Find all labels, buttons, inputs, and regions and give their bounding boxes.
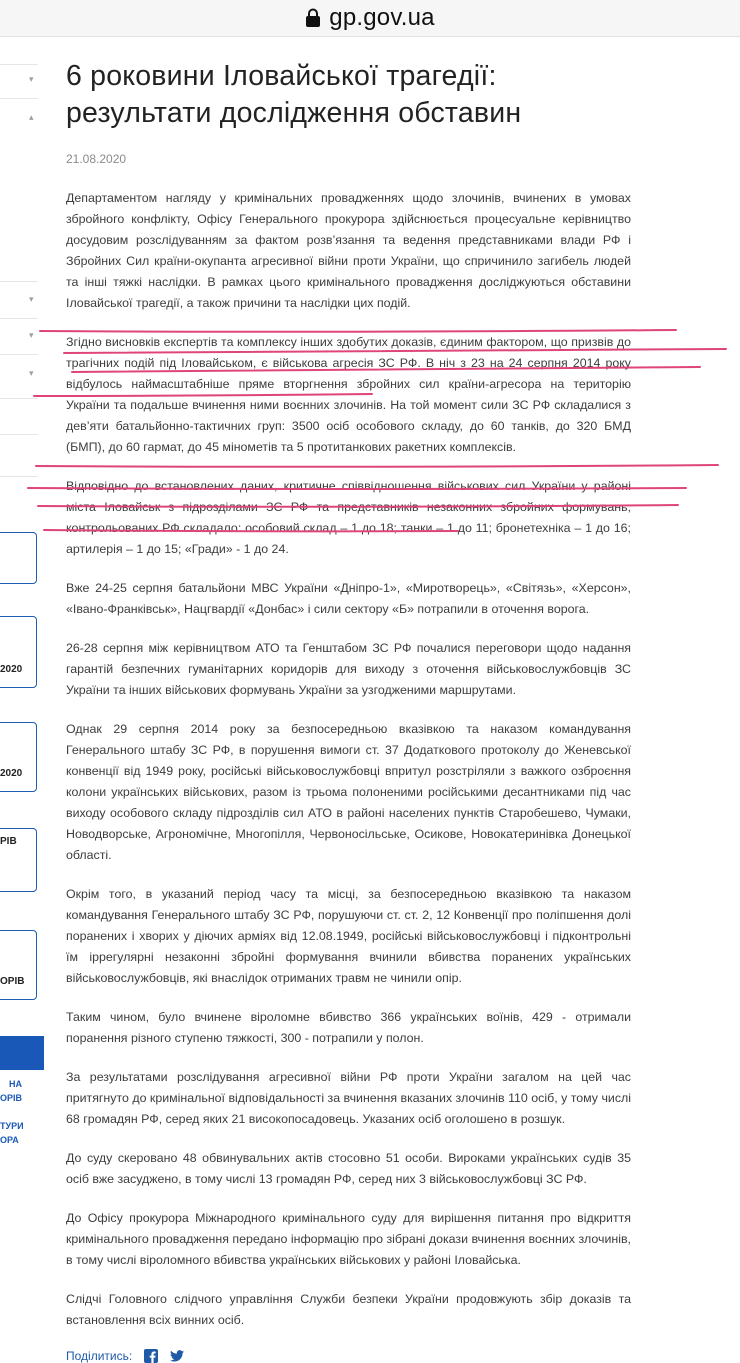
sidebar-divider xyxy=(0,318,38,319)
sidebar-news-card[interactable] xyxy=(0,616,37,688)
twitter-icon[interactable] xyxy=(170,1349,184,1363)
article-paragraph: До суду скеровано 48 обвинувальних актів стосовно 51 особи. Вироками українських судів 35 осіб вже засуджено, в тому числі 13 громадян РФ, серед них 3 військовослужбовці ЗС РФ. xyxy=(66,1151,631,1186)
article-date: 21.08.2020 xyxy=(66,152,127,166)
sidebar-card-date: 2020 xyxy=(0,664,23,675)
article-title: 6 роковини Іловайської трагедії: результати дослідження обставин xyxy=(66,60,522,129)
article-paragraph: Департаментом нагляду у кримінальних провадженнях щодо злочинів, вчинених в умовах збройного конфлікту, Офісу Генерального прокурора здійснюється процесуальне керівництво досудовим розслідуванням за фактом розв’язання та ведення представниками влади РФ і Збройних Сил країни-окупанта агресивної війни проти України, що спричинило загибель людей та інші тяжкі наслідки. В рамках цього кримінального провадження досліджуються обставини Іловайської трагедії, а також причини та наслідки цих подій. xyxy=(66,191,631,310)
sidebar-card-date: 2020 xyxy=(0,768,23,779)
article-paragraph: Окрім того, в указаний період часу та місці, за безпосередньою вказівкою та наказом командування Генерального штабу ЗС РФ, порушуючи ст. ст. 2, 12 Конвенції про поліпшення долі поранених і хворих у діючих арміях від 12.08.1949, російські військовослужбовці і підконтрольні їм іррегулярні незаконні збройні формування вчинили вбивства поранених українських військовослужбовців, які внаслідок отриманих травм не чинили опір. xyxy=(66,887,631,985)
article-paragraph: Вже 24-25 серпня батальйони МВС України «Дніпро-1», «Миротворець», «Світязь», «Херсон», «Івано-Франківськ», Нацгвардії «Донбас» і сили сектору «Б» потрапили в оточення ворога. xyxy=(66,581,631,616)
sidebar-link[interactable]: ОРІВ xyxy=(0,1093,23,1103)
sidebar-blue-banner[interactable] xyxy=(0,1036,44,1070)
article-paragraph: Слідчі Головного слідчого управління Служби безпеки України продовжують збір доказів та встановлення всіх винних осіб. xyxy=(66,1292,631,1327)
sidebar-divider xyxy=(0,354,38,355)
browser-address-bar[interactable] xyxy=(0,0,740,37)
article-paragraph: Згідно висновків експертів та комплексу інших здобутих доказів, єдиним фактором, що призвів до трагічних подій під Іловайськом, є військова агресія ЗС РФ. В ніч з 23 на 24 серпня 2014 року відбулось наймасштабніше пряме вторгнення збройних сил країни-агресора на територію України та подальше вчинення ними воєнних злочинів. На той момент сили ЗС РФ складалися з дев’яти батальйонно-тактичних груп: 3500 осіб особового складу, до 60 танків, до 320 БМД (БМП), до 60 гармат, до 45 мінометів та 5 протитанкових ракетних комплексів. xyxy=(66,335,631,454)
sidebar-divider xyxy=(0,281,38,282)
article-paragraph: 26-28 серпня між керівництвом АТО та Генштабом ЗС РФ почалися переговори щодо надання гарантій безпечних гуманітарних коридорів для виходу з оточення військовослужбовців ЗС України та інших військових формувань України за узгодженими маршрутами. xyxy=(66,641,631,697)
sidebar-news-card[interactable] xyxy=(0,930,37,1000)
lock-icon xyxy=(305,8,321,28)
article-paragraph: Відповідно до встановлених даних, критичне співвідношення військових сил України у районі міста Іловайськ з підрозділами ЗС РФ та представників незаконних збройних формувань, контрольованих РФ складало: особовий склад – 1 до 18; танки – 1 до 11; бронетехніка – 1 до 16; артилерія – 1 до 15; «Гради» - 1 до 24. xyxy=(66,479,631,556)
chevron-up-icon[interactable]: ▴ xyxy=(29,112,34,122)
url-text: gp.gov.ua xyxy=(329,4,435,31)
sidebar-news-card[interactable] xyxy=(0,722,37,792)
chevron-down-icon[interactable]: ▾ xyxy=(29,294,34,304)
left-sidebar xyxy=(0,36,44,1280)
sidebar-link[interactable]: НА xyxy=(9,1079,22,1089)
chevron-down-icon[interactable]: ▾ xyxy=(29,74,34,84)
article-paragraph: До Офісу прокурора Міжнародного кримінального суду для вирішення питання про відкриття кримінального провадження передано інформацію про зібрані докази вчинення воєнних злочинів, в тому числі віроломного вбивства українських військових у районі Іловайська. xyxy=(66,1211,631,1267)
sidebar-divider xyxy=(0,98,38,99)
chevron-down-icon[interactable]: ▾ xyxy=(29,330,34,340)
share-bar xyxy=(66,1349,631,1363)
article-paragraph: Однак 29 серпня 2014 року за безпосередньою вказівкою та наказом командування Генерального штабу ЗС РФ, в порушення вимоги ст. 37 Додаткового протоколу до Женевської конвенції від 1949 року, російські військовослужбовці впритул розстріляли з важкого озброєння колони українських військових, разом із трьома полоненими російськими десантниками під час виходу особового складу підрозділів сил АТО в районі населених пунктів Старобешево, Чумаки, Новодворське, Агрономічне, Многопілля, Червоносільське, Осикове, Новокатеринівка Донецької області. xyxy=(66,722,631,862)
sidebar-link[interactable]: ТУРИ xyxy=(0,1121,24,1131)
sidebar-divider xyxy=(0,476,38,477)
sidebar-news-card[interactable] xyxy=(0,532,37,584)
sidebar-divider xyxy=(0,64,38,65)
chevron-down-icon[interactable]: ▾ xyxy=(29,368,34,378)
article-paragraph: Таким чином, було вчинене віроломне вбивство 366 українських воїнів, 429 - отримали поранення різного ступеню тяжкості, 300 - потрапили у полон. xyxy=(66,1010,631,1045)
sidebar-card-text: РІВ xyxy=(0,836,17,847)
article-body xyxy=(66,188,631,1331)
article-paragraph: За результатами розслідування агресивної війни РФ проти України загалом на цей час притягнуто до кримінальної відповідальності за вчинення вказаних злочинів 110 осіб, у тому числі 68 громадян РФ, серед яких 21 високопосадовець. Указаних осіб оголошено в розшук. xyxy=(66,1070,631,1126)
sidebar-link[interactable]: ОРА xyxy=(0,1135,19,1145)
article xyxy=(66,58,631,1363)
sidebar-divider xyxy=(0,434,38,435)
facebook-icon[interactable] xyxy=(144,1349,158,1363)
sidebar-divider xyxy=(0,398,38,399)
sidebar-card-text: ОРІВ xyxy=(0,976,25,987)
share-label: Поділитись: xyxy=(66,1349,133,1363)
